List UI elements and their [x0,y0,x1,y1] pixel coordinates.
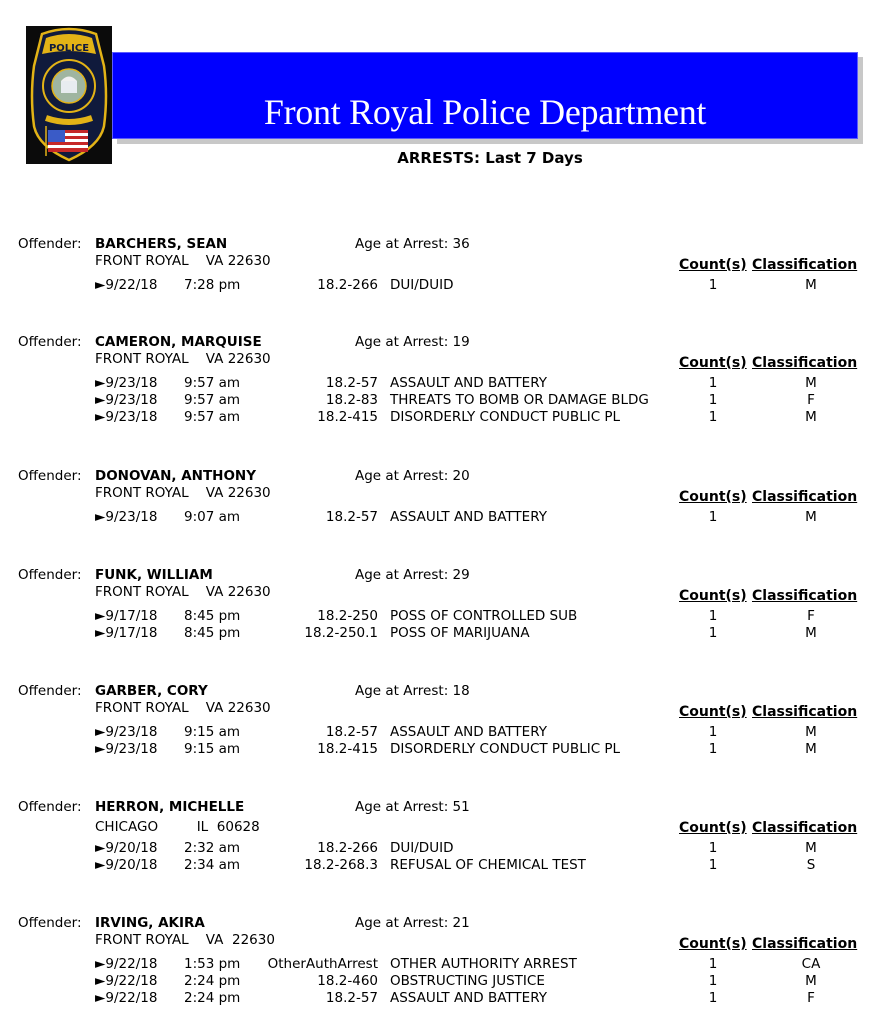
charge-time: 2:34 am [184,857,241,873]
charge-count: 1 [708,741,718,757]
department-banner [112,52,858,139]
charge-count: 1 [708,625,718,641]
charge-row [0,375,883,392]
charge-count: 1 [708,392,718,408]
charge-description: OBSTRUCTING JUSTICE [390,973,545,989]
classification-column-header: Classification [752,489,858,505]
charge-time: 8:45 pm [184,608,241,624]
charge-time: 2:24 pm [184,973,241,989]
charge-statute: 18.2-57 [325,509,378,525]
charge-classification: M [805,724,817,740]
offender-name: DONOVAN, ANTHONY [95,468,257,484]
charge-classification: F [807,392,815,408]
charge-count: 1 [708,857,718,873]
age-at-arrest: Age at Arrest: 21 [355,915,470,931]
charge-time: 7:28 pm [184,277,241,293]
counts-column-header: Count(s) [679,820,747,836]
offender-label: Offender: [18,468,82,484]
classification-column-header: Classification [752,355,858,371]
offender-label: Offender: [18,236,82,252]
charge-statute: 18.2-83 [325,392,378,408]
charge-count: 1 [708,277,718,293]
svg-text:POLICE: POLICE [48,43,90,54]
charge-row [0,625,883,642]
charge-time: 9:07 am [184,509,241,525]
charge-row [0,990,883,1007]
charge-date: ►9/17/18 [95,625,158,641]
police-badge-icon [26,26,112,164]
charge-row [0,724,883,741]
offender-address: FRONT ROYAL VA 22630 [95,932,275,948]
charge-statute: 18.2-266 [317,840,378,856]
charge-row [0,741,883,758]
charge-description: ASSAULT AND BATTERY [390,375,547,391]
charge-description: DISORDERLY CONDUCT PUBLIC PL [390,409,621,425]
charge-date: ►9/23/18 [95,741,158,757]
charge-description: OTHER AUTHORITY ARREST [390,956,577,972]
counts-column-header: Count(s) [679,489,747,505]
charge-time: 8:45 pm [184,625,241,641]
charge-row [0,392,883,409]
age-at-arrest: Age at Arrest: 18 [355,683,470,699]
offender-name: BARCHERS, SEAN [95,236,228,252]
classification-column-header: Classification [752,820,858,836]
offender-name: HERRON, MICHELLE [95,799,245,815]
charge-classification: M [805,375,817,391]
charge-classification: M [805,741,817,757]
offender-name: IRVING, AKIRA [95,915,205,931]
charge-description: THREATS TO BOMB OR DAMAGE BLDG [390,392,649,408]
charge-time: 2:24 pm [184,990,241,1006]
charge-count: 1 [708,956,718,972]
charge-statute: 18.2-250 [317,608,378,624]
charge-description: POSS OF CONTROLLED SUB [390,608,578,624]
counts-column-header: Count(s) [679,355,747,371]
charge-classification: S [806,857,816,873]
charge-date: ►9/23/18 [95,724,158,740]
offender-label: Offender: [18,334,82,350]
charge-classification: CA [801,956,821,972]
charge-statute: 18.2-57 [325,724,378,740]
age-at-arrest: Age at Arrest: 29 [355,567,470,583]
charge-time: 9:57 am [184,375,241,391]
classification-column-header: Classification [752,588,858,604]
charge-date: ►9/20/18 [95,857,158,873]
charge-description: ASSAULT AND BATTERY [390,724,547,740]
charge-row [0,409,883,426]
charge-count: 1 [708,840,718,856]
charge-row [0,857,883,874]
classification-column-header: Classification [752,936,858,952]
charge-count: 1 [708,375,718,391]
offender-name: FUNK, WILLIAM [95,567,213,583]
charge-date: ►9/22/18 [95,956,158,972]
charge-count: 1 [708,608,718,624]
offender-address: CHICAGO IL 60628 [95,819,260,835]
charge-statute: 18.2-57 [325,990,378,1006]
offender-label: Offender: [18,567,82,583]
charge-description: ASSAULT AND BATTERY [390,509,547,525]
charge-time: 2:32 am [184,840,241,856]
charge-count: 1 [708,990,718,1006]
report-subtitle: ARRESTS: Last 7 Days [397,149,583,167]
charge-date: ►9/22/18 [95,973,158,989]
charge-classification: M [805,840,817,856]
charge-time: 1:53 pm [184,956,241,972]
age-at-arrest: Age at Arrest: 19 [355,334,470,350]
charge-row [0,509,883,526]
charge-date: ►9/22/18 [95,277,158,293]
counts-column-header: Count(s) [679,257,747,273]
charge-statute: 18.2-266 [317,277,378,293]
offender-address: FRONT ROYAL VA 22630 [95,253,271,269]
charge-count: 1 [708,509,718,525]
charge-count: 1 [708,973,718,989]
charge-description: REFUSAL OF CHEMICAL TEST [390,857,586,873]
charge-time: 9:57 am [184,409,241,425]
charge-classification: M [805,509,817,525]
charge-date: ►9/22/18 [95,990,158,1006]
charge-date: ►9/20/18 [95,840,158,856]
charge-time: 9:57 am [184,392,241,408]
offender-address: FRONT ROYAL VA 22630 [95,351,271,367]
charge-statute: 18.2-268.3 [304,857,378,873]
classification-column-header: Classification [752,704,858,720]
offender-name: CAMERON, MARQUISE [95,334,262,350]
counts-column-header: Count(s) [679,588,747,604]
offender-label: Offender: [18,799,82,815]
offender-label: Offender: [18,683,82,699]
charge-date: ►9/23/18 [95,509,158,525]
charge-date: ►9/17/18 [95,608,158,624]
charge-classification: M [805,973,817,989]
charge-date: ►9/23/18 [95,375,158,391]
charge-statute: OtherAuthArrest [267,956,378,972]
counts-column-header: Count(s) [679,704,747,720]
age-at-arrest: Age at Arrest: 36 [355,236,470,252]
counts-column-header: Count(s) [679,936,747,952]
charge-description: ASSAULT AND BATTERY [390,990,547,1006]
charge-description: DUI/DUID [390,840,454,856]
department-title: Front Royal Police Department [263,92,707,132]
charge-row [0,840,883,857]
charge-date: ►9/23/18 [95,409,158,425]
charge-count: 1 [708,724,718,740]
charge-row [0,956,883,973]
charge-row [0,277,883,294]
charge-row [0,973,883,990]
offender-name: GARBER, CORY [95,683,208,699]
offender-address: FRONT ROYAL VA 22630 [95,584,271,600]
charge-count: 1 [708,409,718,425]
classification-column-header: Classification [752,257,858,273]
offender-address: FRONT ROYAL VA 22630 [95,700,271,716]
charge-classification: M [805,277,817,293]
charge-description: POSS OF MARIJUANA [390,625,530,641]
charge-description: DISORDERLY CONDUCT PUBLIC PL [390,741,621,757]
charge-classification: F [807,608,815,624]
charge-statute: 18.2-415 [317,741,378,757]
charge-time: 9:15 am [184,724,241,740]
charge-description: DUI/DUID [390,277,454,293]
charge-date: ►9/23/18 [95,392,158,408]
offender-address: FRONT ROYAL VA 22630 [95,485,271,501]
charge-statute: 18.2-57 [325,375,378,391]
charge-row [0,608,883,625]
charge-statute: 18.2-460 [317,973,378,989]
offender-label: Offender: [18,915,82,931]
charge-classification: F [807,990,815,1006]
charge-statute: 18.2-415 [317,409,378,425]
charge-classification: M [805,409,817,425]
charge-time: 9:15 am [184,741,241,757]
charge-statute: 18.2-250.1 [304,625,378,641]
age-at-arrest: Age at Arrest: 20 [355,468,470,484]
charge-classification: M [805,625,817,641]
age-at-arrest: Age at Arrest: 51 [355,799,470,815]
